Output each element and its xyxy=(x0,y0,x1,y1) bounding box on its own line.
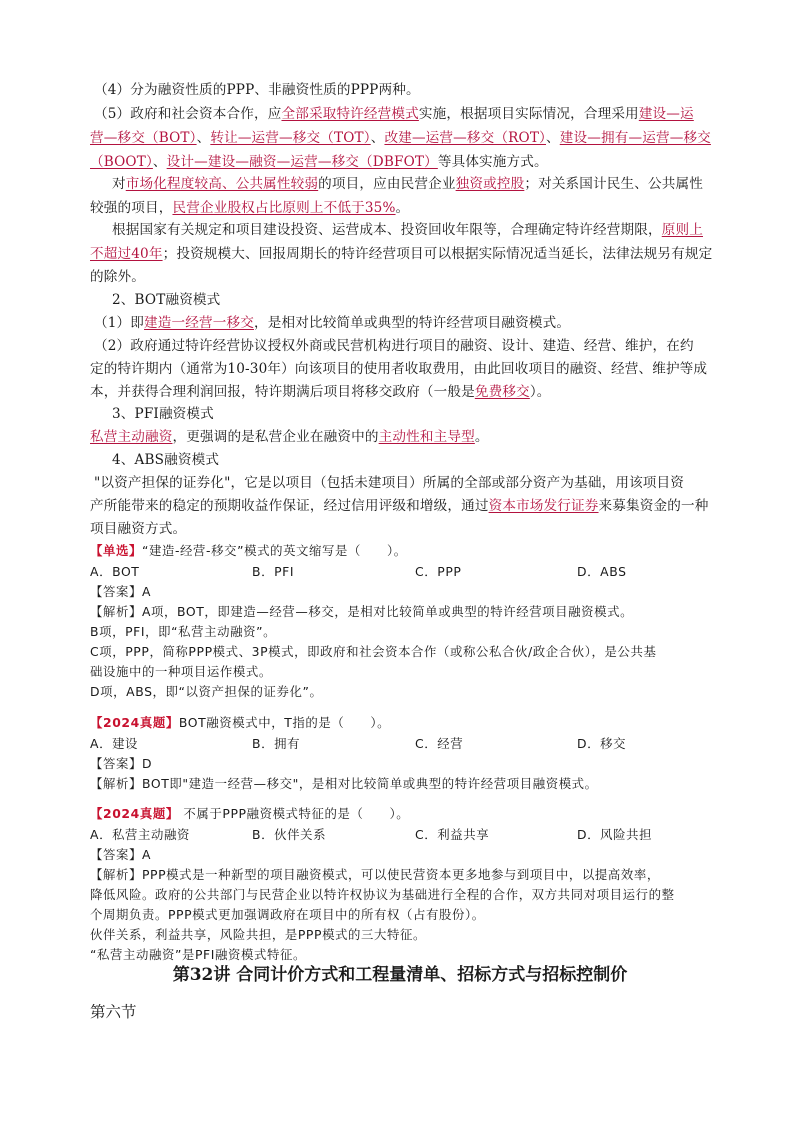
text: （5）政府和社会资本合作，应 xyxy=(94,106,282,122)
bot-paragraph-2-line-2 xyxy=(90,357,707,377)
question-2-option-a: A．建设 xyxy=(90,736,139,751)
question-3-explanation-line: 降低风险。政府的公共部门与民营企业以特许权协议为基础进行全程的合作，双方共同对项目运行的整 xyxy=(90,887,675,902)
bot-paragraph-2-line-3 xyxy=(90,380,551,400)
text: ；对关系国计民生、公共属性 xyxy=(524,176,703,192)
text: （2）政府通过特许经营协议授权外商或民营机构进行项目的融资、设计、建造、经营、维护，在约 xyxy=(94,338,694,354)
highlight: 转让—运营—移交（TOT） xyxy=(210,130,371,146)
term-paragraph-line-1 xyxy=(112,218,703,238)
term-paragraph-line-3 xyxy=(90,265,145,285)
text: 对 xyxy=(112,176,126,192)
text: 、 xyxy=(546,130,560,146)
question-2-option-b: B．拥有 xyxy=(252,736,301,751)
highlight: 营—移交（BOT） xyxy=(90,130,197,146)
question-1-option-d: D．ABS xyxy=(577,564,627,579)
text: ，更强调的是私营企业在融资中的 xyxy=(172,429,379,445)
control-paragraph-line-1 xyxy=(112,172,703,192)
text: 较强的项目， xyxy=(90,200,173,216)
text: BOT融资模式中，T指的是（ ）。 xyxy=(178,715,391,730)
highlight: 改建—运营—移交（ROT） xyxy=(384,130,546,146)
question-3-explanation-line: “私营主动融资”是PFI融资模式特征。 xyxy=(90,947,306,962)
question-2-option-c: C．经营 xyxy=(415,736,464,751)
highlight: 资本市场发行证券 xyxy=(488,498,599,514)
section-title: 第六节 xyxy=(90,1003,137,1021)
text: 。 xyxy=(395,200,410,216)
text: 定的特许期内（通常为10-30年）向该项目的使用者收取费用，由此回收项目的融资、经营、维护等成 xyxy=(90,361,708,377)
text: （1）即 xyxy=(94,315,145,331)
ppp-mode-paragraph-line-1 xyxy=(94,102,694,122)
term-paragraph-line-2 xyxy=(90,242,712,262)
text: ，是相对比较简单或典型的特许经营项目融资模式。 xyxy=(253,315,571,331)
question-3-stem xyxy=(90,804,409,822)
question-3-explanation-line: 个周期负责。PPP模式更加强调政府在项目中的所有权（占有股份）。 xyxy=(90,907,485,922)
question-3-option-c: C．利益共享 xyxy=(415,827,490,842)
heading-pfi xyxy=(112,402,214,422)
abs-paragraph-line-2 xyxy=(90,494,708,514)
question-1-option-a: A．BOT xyxy=(90,564,140,579)
lecture-title: 第32讲 合同计价方式和工程量清单、招标方式与招标控制价 xyxy=(172,965,628,985)
text: 的除外。 xyxy=(90,269,145,285)
text: 实施，根据项目实际情况，合理采用 xyxy=(418,106,639,122)
text: 。 xyxy=(474,429,489,445)
text: 本，并获得合理利润回报，特许期满后项目将移交政府（一般是 xyxy=(90,384,475,400)
highlight: 市场化程度较高、公共属性较弱 xyxy=(125,176,319,192)
abs-paragraph-line-3 xyxy=(90,517,186,537)
question-2-explanation-line: 【解析】BOT即"建造一经营—移交"，是相对比较简单或典型的特许经营项目融资模式。 xyxy=(90,776,598,791)
text: 、 xyxy=(196,130,211,146)
highlight: 主动性和主导型 xyxy=(378,429,475,445)
text: 3、PFI融资模式 xyxy=(112,406,214,422)
question-2-option-d: D．移交 xyxy=(577,736,627,751)
control-paragraph-line-2 xyxy=(90,196,409,216)
ppp-mode-paragraph-line-3 xyxy=(90,150,548,170)
bot-paragraph-1 xyxy=(94,311,570,331)
question-1-explanation-line: D项，ABS，即“以资产担保的证券化”。 xyxy=(90,684,323,699)
text: ）。 xyxy=(529,384,551,400)
question-1-option-b: B．PFI xyxy=(252,564,295,579)
highlight: 私营主动融资 xyxy=(90,429,173,445)
question-1-explanation-line: B项，PFI，即“私营主动融资”。 xyxy=(90,624,277,639)
ppp-mode-paragraph-line-2 xyxy=(90,126,711,146)
highlight: 独资或控股 xyxy=(455,176,525,192)
question-3-explanation-line: 伙伴关系，利益共享，风险共担，是PPP模式的三大特征。 xyxy=(90,927,426,942)
highlight: 建设—拥有—运营—移交 xyxy=(559,130,711,146)
question-tag: 【单选】 xyxy=(90,543,142,558)
text: 、 xyxy=(152,154,167,170)
question-3-option-a: A．私营主动融资 xyxy=(90,827,191,842)
text: “建造-经营-移交”模式的英文缩写是（ ）。 xyxy=(141,543,407,558)
question-1-answer: 【答案】A xyxy=(90,584,152,599)
highlight: 全部采取特许经营模式 xyxy=(281,106,419,122)
question-1-explanation-line: 【解析】A项，BOT，即建造—经营—移交，是相对比较简单或典型的特许经营项目融资模式。 xyxy=(90,604,634,619)
question-2-stem xyxy=(90,713,390,731)
text: 不属于PPP融资模式特征的是（ ）。 xyxy=(178,806,410,821)
question-1-explanation-line: C项，PPP，简称PPP模式、3P模式，即政府和社会资本合作（或称公私合伙/政企合伙），是公共基 xyxy=(90,644,657,659)
text: 2、BOT融资模式 xyxy=(112,292,221,308)
highlight: 建造一经营一移交 xyxy=(144,315,254,331)
question-1-option-c: C．PPP xyxy=(415,564,462,579)
text: 4、ABS融资模式 xyxy=(112,452,220,468)
heading-bot xyxy=(112,288,220,308)
question-3-answer: 【答案】A xyxy=(90,847,152,862)
heading-abs xyxy=(112,448,219,468)
highlight: 免费移交 xyxy=(474,384,530,400)
bot-paragraph-2-line-1 xyxy=(94,334,694,354)
question-1-explanation-line: 础设施中的一种项目运作模式。 xyxy=(90,664,272,679)
text: 产所能带来的稳定的预期收益作保证，经过信用评级和增级，通过 xyxy=(90,498,489,514)
text: 等具体实施方式。 xyxy=(437,154,548,170)
highlight: （BOOT） xyxy=(90,154,153,170)
text: "以资产担保的证券化"，它是以项目（包括未建项目）所属的全部或部分资产为基础，用该项目资 xyxy=(94,475,685,491)
highlight: 不超过40年 xyxy=(90,246,163,262)
pfi-paragraph xyxy=(90,425,489,445)
text: （4）分为融资性质的PPP、非融资性质的PPP两种。 xyxy=(94,82,420,98)
highlight: 民营企业股权占比原则上不低于35% xyxy=(172,200,396,216)
abs-paragraph-line-1 xyxy=(94,471,684,491)
question-2-answer: 【答案】D xyxy=(90,756,153,771)
question-tag: 【2024真题】 xyxy=(90,715,179,730)
text: 项目融资方式。 xyxy=(90,521,187,537)
text: 根据国家有关规定和项目建设投资、运营成本、投资回收年限等，合理确定特许经营期限， xyxy=(112,222,662,238)
highlight: 原则上 xyxy=(661,222,703,238)
text: 、 xyxy=(370,130,385,146)
question-3-option-d: D．风险共担 xyxy=(577,827,653,842)
question-3-option-b: B．伙伴关系 xyxy=(252,827,327,842)
text: 来募集资金的一种 xyxy=(598,498,709,514)
question-3-explanation-line: 【解析】PPP模式是一种新型的项目融资模式，可以使民营资本更多地参与到项目中，以提高效率， xyxy=(90,867,660,882)
highlight: 建设—运 xyxy=(638,106,694,122)
question-tag: 【2024真题】 xyxy=(90,806,179,821)
highlight: 设计—建设—融资—运营—移交（DBFOT） xyxy=(166,154,438,170)
ppp-type-paragraph xyxy=(94,78,420,98)
text: ；投资规模大、回报周期长的特许经营项目可以根据实际情况适当延长，法律法规另有规定 xyxy=(162,246,713,262)
text: 的项目，应由民营企业 xyxy=(318,176,456,192)
question-1-stem xyxy=(90,541,407,559)
